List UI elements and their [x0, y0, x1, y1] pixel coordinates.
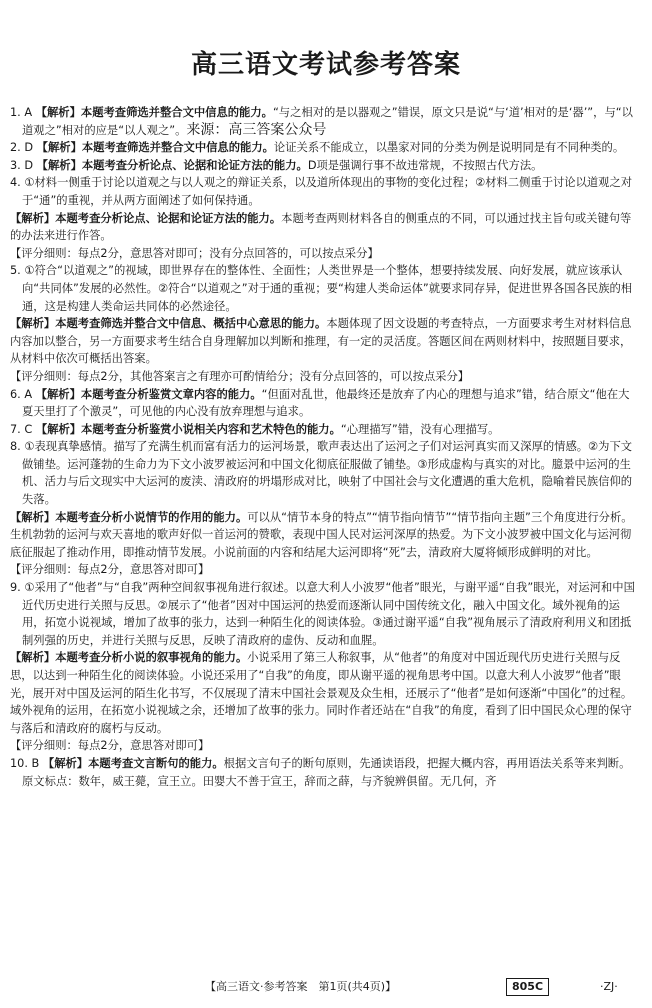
page-footer [0, 976, 652, 998]
item-number: 10. B [10, 756, 40, 770]
analysis-tag: 【解析】本题考查文言断句的能力。 [42, 756, 224, 770]
score-rule-4: 【评分细则：每点2分，意思答对即可；没有分点回答的，可以按点采分】 [10, 246, 379, 260]
answer-body [10, 104, 640, 790]
page-title: 高三语文考试参考答案 [190, 50, 461, 80]
answer-text: 9. ①采用了“他者”与“自我”两种空间叙事视角进行叙述。以意大利人小波罗“他者”眼光，与谢平遥“自我”眼光，对运河和中国近代历史进行关照与反思。②展示了“他者”因对中国运河的热爱而逐渐认同中国传统文化，融入中国文化。域外视角的运用，拓宽小说视域，增加了故事的张力，达到一种陌生化的阅读体验。③通过谢平遥“自我”视角展示了清政府利用义和团抵制列强的历史，并进行关照与反思，反映了清政府的虚伪、反动和血腥。 [10, 581, 635, 647]
item-number: 6. A [10, 387, 33, 401]
analysis-5 [10, 315, 640, 368]
analysis-text: 本题考查两则材料各自的侧重点的不同，可以通过找主旨句或关键句等的办法来进行作答。 [10, 211, 632, 243]
analysis-text: “心理描写”错，没有心理描写。 [340, 422, 500, 436]
answer-item-8 [10, 438, 640, 508]
analysis-text: 根据文言句子的断句原则，先通读语段，把握大概内容，再用语法关系等来判断。原文标点：数年，威王薨，宣王立。田婴大不善于宣王，辞而之薛，与齐貌辨俱留。无几何，齐 [22, 756, 631, 788]
analysis-text: D项是强调行事不故违常规，不按照古代方法。 [307, 158, 543, 172]
analysis-tag: 【解析】本题考查分析小说的叙事视角的能力。 [10, 651, 248, 665]
analysis-tag: 【解析】本题考查分析论点、论据和论证方法的能力。 [10, 211, 282, 225]
score-rule-5: 【评分细则：每点2分，其他答案言之有理亦可酌情给分；没有分点回答的，可以按点采分】 [10, 369, 470, 383]
answer-item-3 [10, 157, 640, 175]
analysis-tag: 【解析】本题考查分析小说情节的作用的能力。 [10, 510, 248, 524]
analysis-tag: 【解析】本题考查筛选并整合文中信息的能力。 [35, 106, 273, 119]
answer-item-7 [10, 421, 640, 439]
score-rule-8: 【评分细则：每点2分，意思答对即可】 [10, 563, 210, 577]
answer-item-2 [10, 139, 640, 157]
source-note: 来源：高三答案公众号 [186, 121, 327, 138]
item-number: 3. D [10, 158, 34, 172]
analysis-text: “但面对乱世，他最终还是放弃了内心的理想与追求”错，结合原文“他在大夏天里打了个激灵”，可见他的内心没有放弃理想与追求。 [22, 387, 630, 419]
footer-page-info: 【高三语文·参考答案 第1页(共4页)】 [205, 980, 397, 993]
analysis-tag: 【解析】本题考查筛选并整合文中信息、概括中心意思的能力。 [10, 317, 327, 331]
region-mark: ·ZJ· [600, 980, 618, 993]
analysis-4 [10, 210, 640, 245]
analysis-9 [10, 649, 640, 737]
analysis-tag: 【解析】本题考查分析论点、论据和论证方法的能力。 [36, 158, 308, 172]
answer-text: 5. ①符合“以道观之”的视域，即世界存在的整体性、全面性；人类世界是一个整体，想要持续发展、向好发展，就应该承认向“共同体”发展的必然性。②符合“以道观之”对于通的重视；要“构建人类命运体”就要求同存异，促进世界各国各民族的相通，这是构建人类命运共同体的必然途径。 [10, 264, 633, 313]
answer-item-6 [10, 386, 640, 421]
paper-code-badge: 805C [506, 978, 549, 996]
answer-item-4 [10, 174, 640, 209]
analysis-text: 小说采用了第三人称叙事，从“他者”的角度对中国近现代历史进行关照与反思，以达到一种陌生化的阅读体验。小说还采用了“自我”的角度，即从谢平遥的视角思考中国。以意大利人小波罗“他者”眼光，展开对中国及运河的陌生化书写，不仅展现了清末中国社会景观及众生相，还展示了“他者”是如何逐渐“中国化”的过程。域外视角的运用，在拓宽小说视域之余，还增加了故事的张力。同时作者还站在“自我”的角度，看到了旧中国民众心理的保守与落后和清政府的腐朽与反动。 [10, 651, 633, 735]
score-rule-9: 【评分细则：每点2分，意思答对即可】 [10, 739, 210, 753]
analysis-text: 本题体现了因文设题的考查特点，一方面要求考生对材料信息内容加以整合，另一方面要求考生结合自身理解加以判断和推理，有一定的灵活度。答题区间在两则材料中，按照题目要求，从材料中依次可概括出答案。 [10, 317, 632, 366]
analysis-text: “与之相对的是以器观之”错误，原文只是说“与‘道’相对的是‘器’”，与“以道观之”相对的应是“以人观之”。 [22, 106, 633, 137]
answer-text: 4. ①材料一侧重于讨论以道观之与以人观之的辩证关系，以及道所体现出的事物的变化过程；②材料二侧重于讨论以道观之对于“通”的重视，并从两方面阐述了如何保持通。 [10, 176, 633, 207]
answer-item-10 [10, 755, 640, 790]
answer-text: 8. ①表现真挚感情。描写了充满生机而富有活力的运河场景，歌声表达出了运河之子们对运河真实而又深厚的情感。②为下文做铺垫。运河蓬勃的生命力为下文小波罗被运河和中国文化彻底征服做了铺垫。③形成虚构与真实的对比。臆景中运河的生机、活力与后文现实中大运河的废渎、清政府的坍塌形成对比，映射了中国社会与文化遭遇的重大危机，隐喻着民族信仰的失落。 [10, 440, 633, 507]
answer-item-5 [10, 262, 640, 315]
item-number: 7. C [10, 422, 33, 436]
analysis-text: 论证关系不能成立，以墨家对同的分类为例是说明同是有不同种类的。 [273, 141, 625, 155]
analysis-tag: 【解析】本题考查分析鉴赏小说相关内容和艺术特色的能力。 [35, 422, 341, 436]
analysis-tag: 【解析】本题考查分析鉴赏文章内容的能力。 [35, 387, 262, 401]
answer-item-1 [10, 104, 640, 139]
analysis-tag: 【解析】本题考查筛选并整合文中信息的能力。 [36, 141, 274, 155]
analysis-8 [10, 509, 640, 562]
item-number: 1. A [10, 106, 33, 119]
analysis-text: 可以从“情节本身的特点”“情节指向情节”“情节指向主题”三个角度进行分析。生机勃勃的运河与欢天喜地的歌声好似一首运河的赞歌，表现中国人民对运河深厚的热爱。为下文小波罗被中国文化与运河彻底征服起了推动作用，即推动情节发展。小说前面的内容和结尾大运河即将“死”去，清政府大厦将倾形成鲜明的对比。 [10, 510, 633, 559]
item-number: 2. D [10, 141, 34, 155]
answer-item-9 [10, 579, 640, 649]
